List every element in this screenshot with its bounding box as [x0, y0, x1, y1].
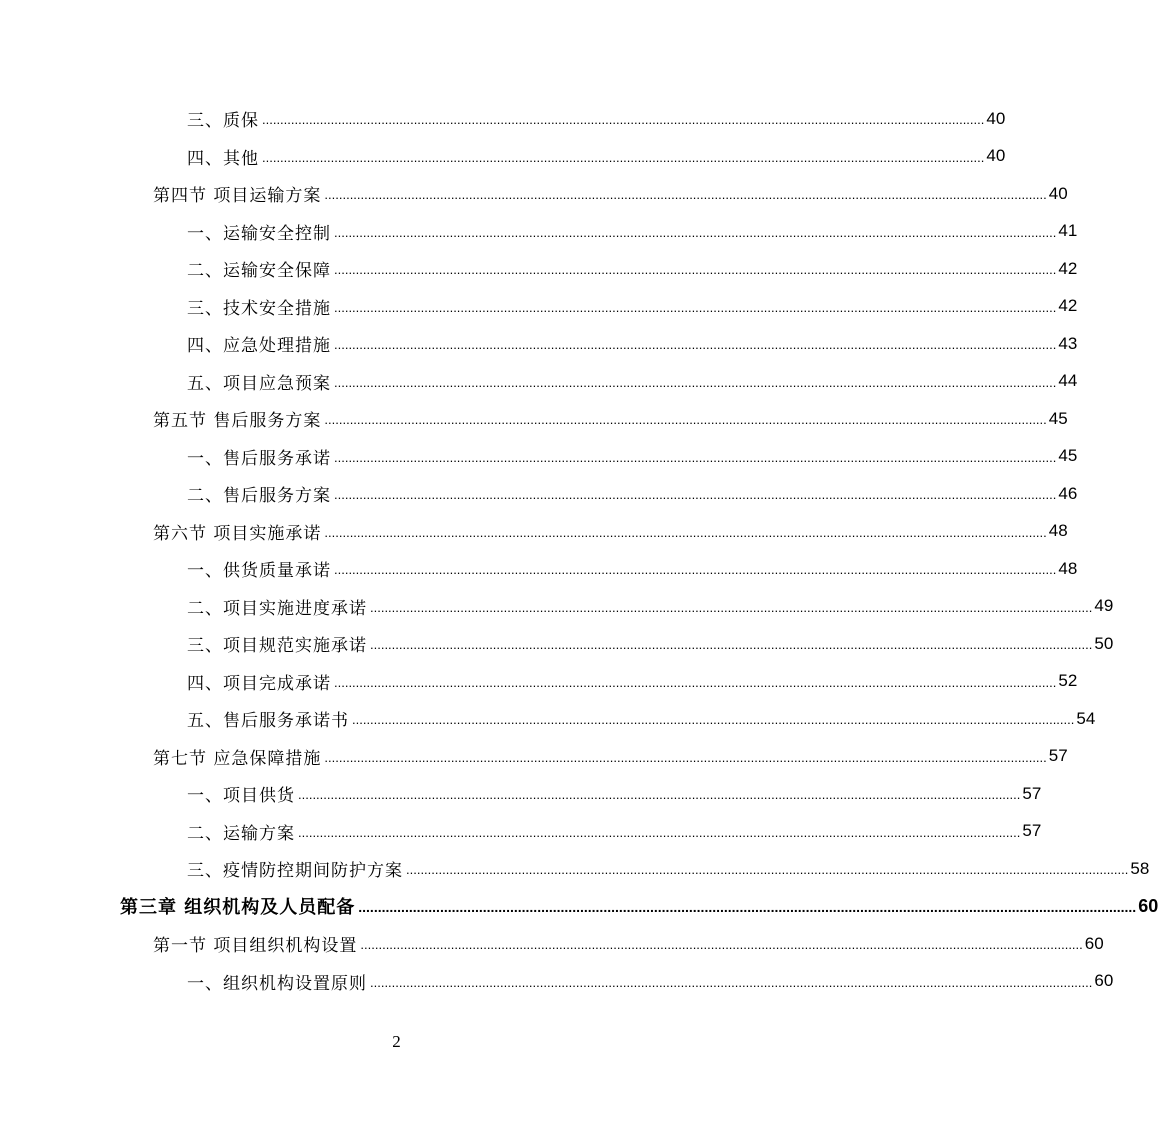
- toc-leader: ........................................................................................................................................................................................................: [406, 862, 1129, 877]
- toc-leader: ........................................................................................................................................................................................................: [370, 599, 1093, 615]
- toc-entry[interactable]: [187, 963, 1114, 1000]
- toc-entry-label: 一、组织机构设置原则: [187, 973, 367, 994]
- toc-leader: ........................................................................................................................................................................................................: [334, 262, 1057, 277]
- toc-entry[interactable]: [187, 550, 1078, 587]
- toc-entry[interactable]: [187, 813, 1042, 850]
- toc-entry[interactable]: [187, 363, 1078, 400]
- toc-entry-label: 一、售后服务承诺: [187, 448, 331, 469]
- toc-leader: ........................................................................................................................................................................................................: [370, 637, 1093, 652]
- toc-entry-page: 60: [1084, 933, 1104, 953]
- toc-entry[interactable]: [187, 475, 1078, 512]
- toc-entry-page: 50: [1094, 633, 1114, 653]
- toc-entry-label: 一、供货质量承诺: [187, 561, 331, 581]
- toc-entry-page: 42: [1058, 258, 1078, 278]
- toc-entry[interactable]: [187, 775, 1042, 812]
- toc-entry-page: 40: [1048, 183, 1068, 203]
- toc-entry-page: 40: [986, 146, 1006, 165]
- toc-entry-label: 第四节 项目运输方案: [153, 186, 322, 206]
- toc-entry[interactable]: [153, 513, 1068, 550]
- toc-entry-page: 43: [1058, 333, 1078, 353]
- toc-leader: ........................................................................................................................................................................................................: [324, 412, 1047, 427]
- toc-chapter-entry[interactable]: [120, 888, 1158, 925]
- toc-entry-label: 五、项目应急预案: [187, 373, 331, 394]
- toc-entry-label: 三、项目规范实施承诺: [187, 636, 367, 656]
- toc-entry-label: 四、其他: [187, 148, 259, 169]
- page-number: 2: [392, 1032, 401, 1051]
- toc-entry[interactable]: [187, 625, 1114, 662]
- toc-entry-page: 60: [1094, 971, 1114, 990]
- toc-leader: ........................................................................................................................................................................................................: [298, 824, 1021, 840]
- toc-entry-label: 二、售后服务方案: [187, 486, 331, 506]
- toc-entry-page: 45: [1058, 446, 1078, 465]
- toc-leader: ........................................................................................................................................................................................................: [334, 487, 1057, 502]
- toc-entry-label: 第六节 项目实施承诺: [153, 523, 322, 544]
- toc-leader: ........................................................................................................................................................................................................: [360, 937, 1083, 952]
- toc-entry-label: 二、项目实施进度承诺: [187, 598, 367, 619]
- toc-entry-label: 四、应急处理措施: [187, 336, 331, 356]
- toc-entry-label: 五、售后服务承诺书: [187, 711, 349, 731]
- toc-leader: ........................................................................................................................................................................................................: [262, 149, 985, 165]
- toc-entry-label: 第三章 组织机构及人员配备: [120, 897, 356, 918]
- toc-entry-label: 四、项目完成承诺: [187, 673, 331, 694]
- toc-entry[interactable]: [153, 175, 1068, 212]
- toc-entry[interactable]: [187, 588, 1114, 625]
- toc-entry[interactable]: [187, 438, 1078, 475]
- toc-entry[interactable]: [187, 325, 1078, 362]
- toc-entry-page: 57: [1022, 821, 1042, 840]
- toc-entry[interactable]: [187, 663, 1078, 700]
- toc-entry[interactable]: [187, 288, 1078, 325]
- toc-entry-page: 52: [1058, 671, 1078, 690]
- toc-leader: ........................................................................................................................................................................................................: [334, 337, 1057, 352]
- toc-entry-page: 54: [1076, 708, 1096, 728]
- toc-entry-page: 48: [1048, 521, 1068, 540]
- toc-leader: ........................................................................................................................................................................................................: [334, 449, 1057, 465]
- toc-entry-page: 48: [1058, 558, 1078, 578]
- toc-leader: ........................................................................................................................................................................................................: [324, 524, 1047, 540]
- toc-entry-page: 57: [1022, 783, 1042, 803]
- toc-leader: ........................................................................................................................................................................................................: [334, 299, 1057, 315]
- toc-entry-label: 一、运输安全控制: [187, 223, 331, 244]
- toc-entry[interactable]: [187, 850, 1150, 887]
- toc-entry-page: 58: [1130, 858, 1150, 878]
- toc-entry[interactable]: [153, 400, 1068, 437]
- toc-leader: ........................................................................................................................................................................................................: [262, 112, 985, 127]
- toc-entry-label: 三、疫情防控期间防护方案: [187, 861, 403, 881]
- toc-entry-label: 第五节 售后服务方案: [153, 411, 322, 431]
- toc-entry-page: 60: [1138, 895, 1158, 916]
- toc-entry[interactable]: [187, 213, 1078, 250]
- toc-leader: ........................................................................................................................................................................................................: [334, 374, 1057, 390]
- toc-entry[interactable]: [153, 738, 1068, 775]
- toc-entry-label: 二、运输方案: [187, 823, 295, 844]
- toc-leader: ........................................................................................................................................................................................................: [334, 224, 1057, 240]
- toc-leader: ........................................................................................................................................................................................................: [324, 187, 1047, 202]
- toc-entry[interactable]: [187, 700, 1096, 737]
- toc-entry[interactable]: [153, 925, 1104, 962]
- toc-entry-label: 一、项目供货: [187, 786, 295, 806]
- toc-entry-page: 49: [1094, 596, 1114, 615]
- toc-entry-label: 第七节 应急保障措施: [153, 748, 322, 769]
- toc-leader: ........................................................................................................................................................................................................: [324, 749, 1047, 765]
- toc-entry-page: 57: [1048, 746, 1068, 765]
- toc-entry-page: 40: [986, 108, 1006, 128]
- toc-entry-label: 二、运输安全保障: [187, 261, 331, 281]
- toc-leader: ........................................................................................................................................................................................................: [334, 562, 1057, 577]
- toc-entry-page: 42: [1058, 296, 1078, 315]
- toc-leader: ........................................................................................................................................................................................................: [358, 899, 1137, 915]
- toc-leader: ........................................................................................................................................................................................................: [370, 974, 1093, 990]
- toc-entry-page: 46: [1058, 483, 1078, 503]
- toc-entry-page: 44: [1058, 371, 1078, 390]
- toc-entry-label: 第一节 项目组织机构设置: [153, 936, 358, 956]
- toc-entry-label: 三、质保: [187, 111, 259, 131]
- toc-leader: ........................................................................................................................................................................................................: [298, 787, 1021, 802]
- toc-entry-page: 45: [1048, 408, 1068, 428]
- toc-leader: ........................................................................................................................................................................................................: [334, 674, 1057, 690]
- toc-entry[interactable]: [187, 250, 1078, 287]
- toc-entry[interactable]: [187, 100, 1006, 137]
- toc-entry-page: 41: [1058, 221, 1078, 240]
- toc-leader: ........................................................................................................................................................................................................: [352, 712, 1075, 727]
- toc-entry[interactable]: [187, 138, 1006, 175]
- toc-entry-label: 三、技术安全措施: [187, 298, 331, 319]
